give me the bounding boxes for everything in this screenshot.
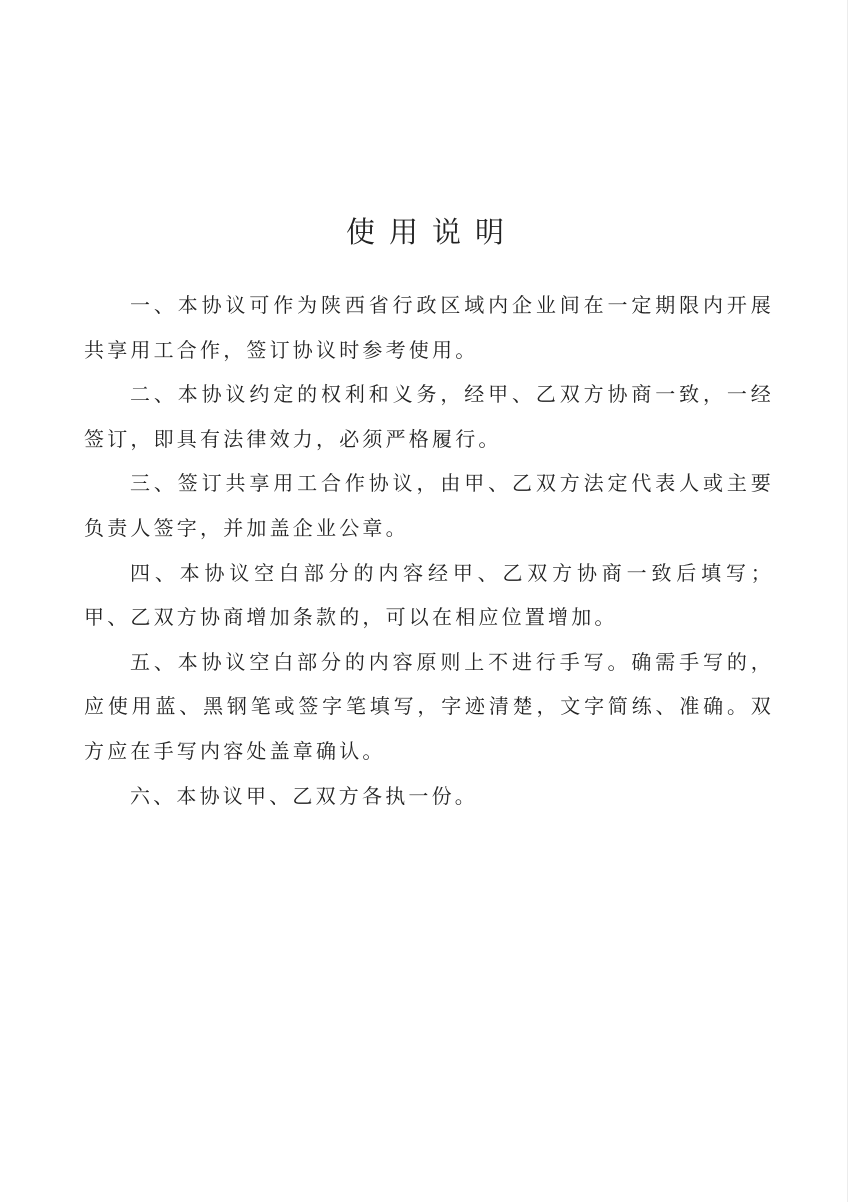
instruction-item-3: 三、签订共享用工合作协议，由甲、乙双方法定代表人或主要负责人签字，并加盖企业公章。 [84, 471, 774, 540]
instruction-item-4: 四、本协议空白部分的内容经甲、乙双方协商一致后填写；甲、乙双方协商增加条款的，可以在相应位置增加。 [84, 560, 774, 630]
instruction-item-6: 六、本协议甲、乙双方各执一份。 [130, 783, 478, 808]
instruction-item-2: 二、本协议约定的权利和义务，经甲、乙双方协商一致，一经签订，即具有法律效力，必须严格履行。 [84, 382, 774, 451]
instruction-item-1: 一、本协议可作为陕西省行政区域内企业间在一定期限内开展共享用工合作，签订协议时参考使用。 [84, 293, 774, 362]
instructions-body [84, 283, 774, 818]
instruction-item-5: 五、本协议空白部分的内容原则上不进行手写。确需手写的，应使用蓝、黑钢笔或签字笔填写，字迹清楚，文字简练、准确。双方应在手写内容处盖章确认。 [84, 649, 774, 763]
page-title: 使用说明 [345, 215, 518, 250]
page-edge-line [847, 0, 848, 1202]
